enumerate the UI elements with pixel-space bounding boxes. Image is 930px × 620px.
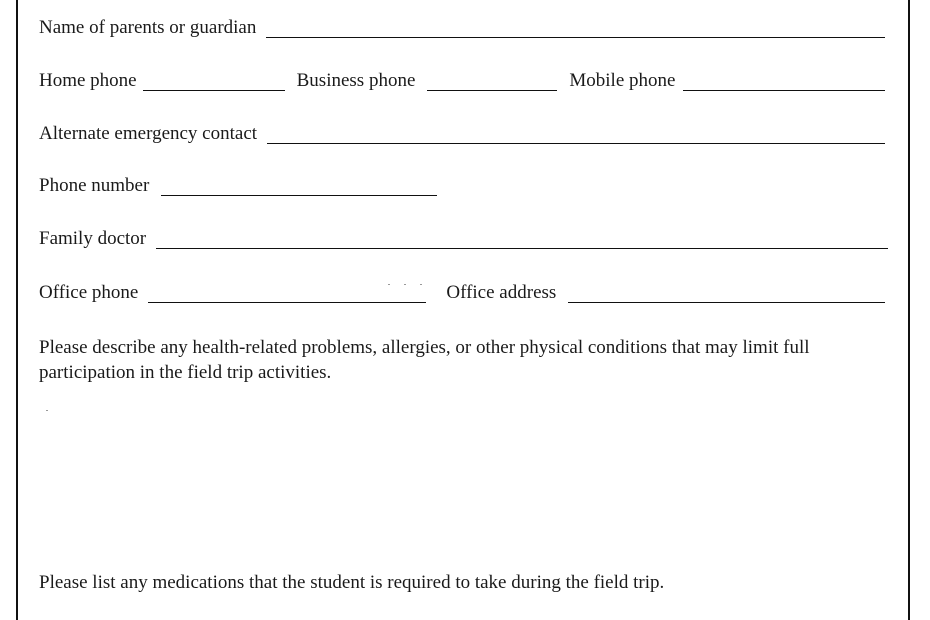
parents-row <box>39 14 885 42</box>
family-doctor-label: Family doctor <box>39 228 147 249</box>
health-answer-area[interactable] <box>39 392 879 552</box>
family-doctor-row <box>39 225 888 253</box>
mobile-phone-label: Mobile phone <box>569 70 676 91</box>
health-prompt: Please describe any health-related problems, allergies, or other physical conditions that may limit full participation in the field trip activities. <box>39 337 810 383</box>
alt-contact-label: Alternate emergency contact <box>39 123 258 144</box>
scan-speck <box>388 284 390 285</box>
phone-number-label: Phone number <box>39 175 150 196</box>
business-phone-field[interactable] <box>427 89 557 91</box>
phones-row <box>39 67 885 95</box>
phone-number-row <box>39 172 885 200</box>
medications-prompt: Please list any medications that the student is required to take during the field trip. <box>39 572 665 593</box>
phone-number-field[interactable] <box>161 194 437 196</box>
family-doctor-field[interactable] <box>156 247 888 249</box>
office-address-field[interactable] <box>568 301 885 303</box>
scan-speck <box>404 284 406 285</box>
office-address-label: Office address <box>446 282 557 303</box>
mobile-phone-field[interactable] <box>683 89 885 91</box>
home-phone-field[interactable] <box>143 89 285 91</box>
office-phone-field[interactable] <box>148 301 426 303</box>
business-phone-label: Business phone <box>296 70 416 91</box>
scan-speck <box>46 410 48 411</box>
home-phone-label: Home phone <box>39 70 137 91</box>
office-phone-label: Office phone <box>39 282 139 303</box>
alt-contact-row <box>39 120 885 148</box>
office-row <box>39 279 885 307</box>
parents-field[interactable] <box>266 36 885 38</box>
parents-label: Name of parents or guardian <box>39 17 257 38</box>
alt-contact-field[interactable] <box>267 142 885 144</box>
scan-speck <box>420 284 422 285</box>
